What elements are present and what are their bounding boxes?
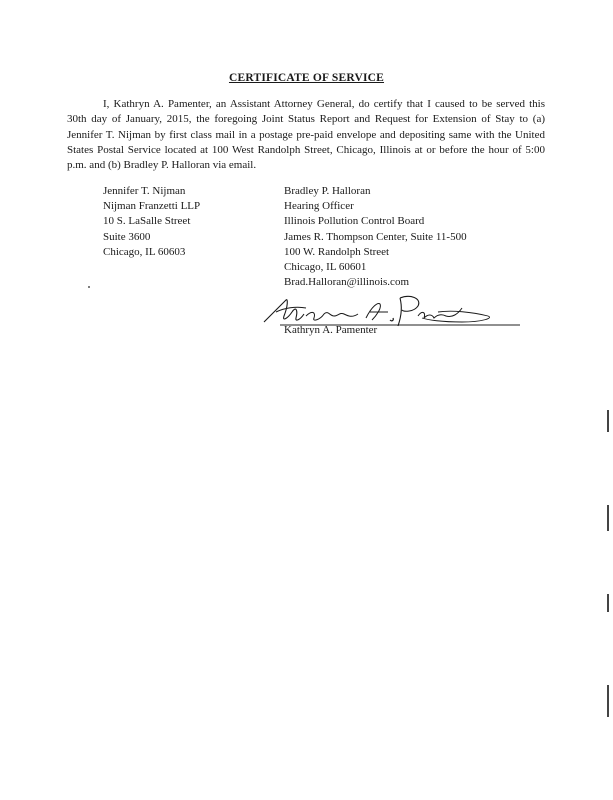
scan-speck [88, 286, 90, 288]
address-line: Illinois Pollution Control Board [284, 215, 425, 228]
address-line: James R. Thompson Center, Suite 11-500 [284, 230, 467, 243]
document-title: CERTIFICATE OF SERVICE [228, 72, 385, 84]
address-line: 10 S. LaSalle Street [103, 215, 191, 228]
address-line: 100 W. Randolph Street [284, 245, 390, 258]
address-line: Chicago, IL 60601 [284, 261, 367, 274]
address-line: Bradley P. Halloran [284, 185, 371, 197]
scan-margin-mark [607, 410, 609, 432]
address-line: Hearing Officer [284, 200, 354, 213]
certification-paragraph: I, Kathryn A. Pamenter, an Assistant Attorney General, do certify that I caused to be served this 30th day of January, 2015, the foregoing Joint Status Report and Request for Extension of Stay to (a) Jennifer T. Nijman by first class mail in a postage pre-paid envelope and depositing same with the United States Postal Service located at 100 West Randolph Street, Chicago, Illinois at or before the hour of 5:00 p.m. and (b) Bradley P. Halloran via email. [67, 98, 545, 172]
address-line: Chicago, IL 60603 [103, 245, 186, 258]
recipient-address-halloran [284, 184, 467, 290]
signatory-name: Kathryn A. Pamenter [284, 324, 378, 336]
address-email: Brad.Halloran@illinois.com [284, 276, 409, 289]
scan-margin-mark [607, 505, 609, 531]
signature-block [262, 292, 526, 350]
scan-margin-mark [607, 594, 609, 612]
address-line: Nijman Franzetti LLP [103, 200, 201, 213]
address-line: Suite 3600 [103, 230, 151, 243]
address-line: Jennifer T. Nijman [103, 185, 186, 197]
recipient-address-nijman [103, 184, 200, 260]
scan-margin-mark [607, 685, 609, 717]
